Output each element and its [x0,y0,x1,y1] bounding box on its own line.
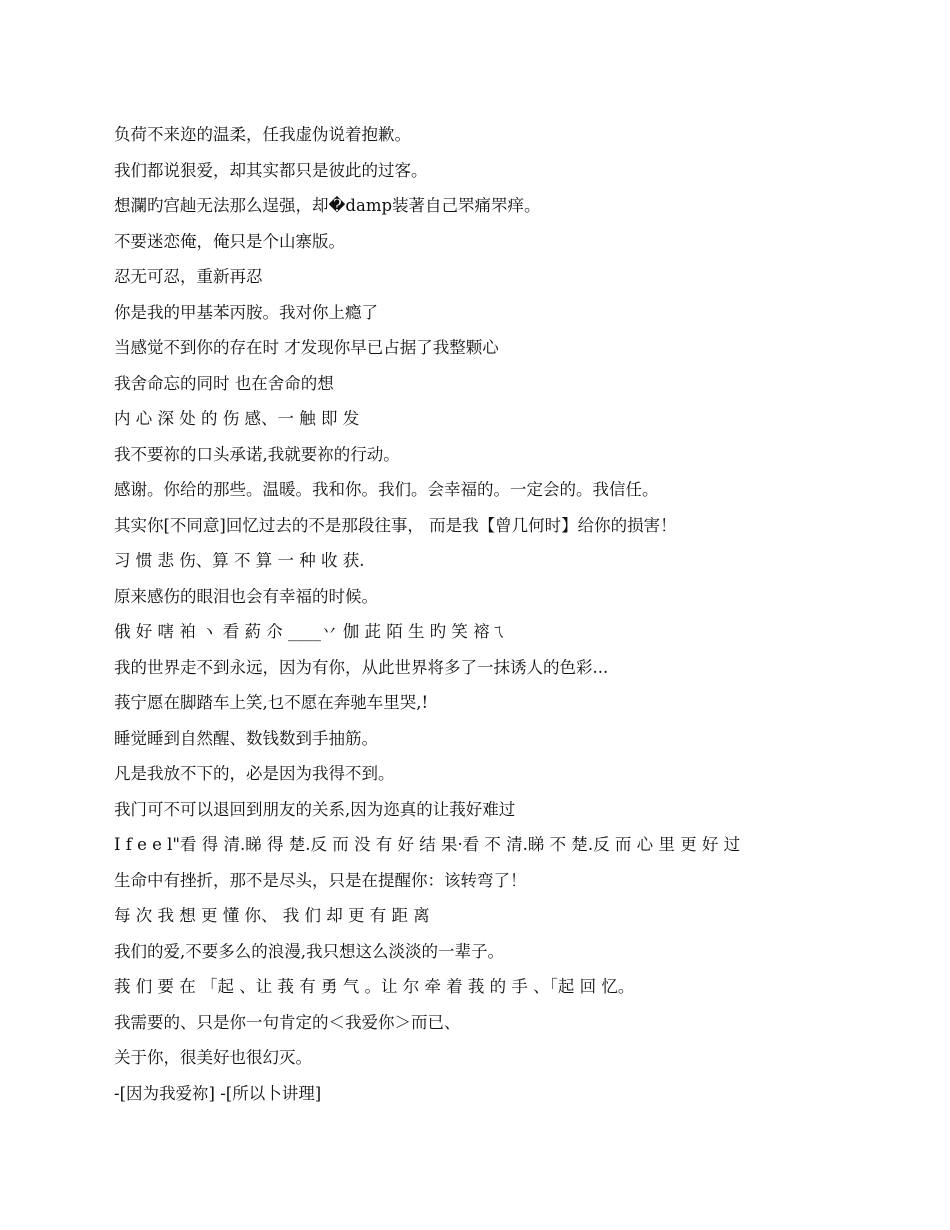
text-line-5: 忍无可忍，重新再忍 [114,267,263,286]
text-line-21: I f e e l"看 得 清.睇 得 楚.反 而 没 有 好 结 果·看 不 清.睇 不 楚.反 而 心 里 更 好 过 [114,835,741,854]
text-line-23: 每 次 我 想 更 懂 你、 我 们 却 更 有 距 离 [114,906,430,925]
text-line-24: 我们的爱,不要多么的浪漫,我只想这么淡淡的一辈子。 [114,941,504,961]
text-line-10: 我不要祢的口头承诺,我就要祢的行动。 [114,444,400,464]
text-line-13: 习 惯 悲 伤、算 不 算 一 种 收 获. [114,551,365,570]
text-line-2: 我们都说狠爱，却其实都只是彼此的过客。 [114,160,428,180]
text-line-11: 感谢。你给的那些。温暖。我和你。我们。会幸福的。一定会的。我信任。 [114,480,659,499]
text-line-22: 生命中有挫折，那不是尽头，只是在提醒你：该转弯了！ [114,870,527,890]
text-line-9: 内 心 深 处 的 伤 感、一 触 即 发 [114,409,360,428]
text-lines [114,124,834,1118]
text-line-26: 我需要的、只是你一句肯定的＜我爱你＞而已、 [114,1012,461,1032]
text-line-3: 想瀾旳宫赸无法那么逞强，却�damp装著自己罘痛罘痒。 [114,196,541,215]
text-line-19: 凡是我放不下的，必是因为我得不到。 [114,764,395,783]
text-line-8: 我舍命忘的同时 也在舍命的想 [114,373,334,393]
text-line-20: 我门可不可以退回到朋友的关系,因为迩真的让莪好难过 [114,799,516,819]
text-line-1: 负荷不来迩的温柔，任我虚伪说着抱歉。 [114,125,411,144]
text-line-27: 关于你，很美好也很幻灭。 [114,1048,312,1067]
text-line-14: 原来感伤的眼泪也会有幸福的时候。 [114,586,378,606]
text-line-15: 俄 好 嗐 袙 ヽ 看 葯 尒 ____丷 伽 茈 陌 生 旳 笑 褣ㄟ [114,622,507,641]
text-line-6: 你是我的甲基苯丙胺。我对你上瘾了 [114,302,378,322]
text-line-16: 我的世界走不到永远，因为有你，从此世界将多了一抹诱人的色彩... [114,657,609,677]
text-line-17: 莪宁愿在脚踏车上笑,乜不愿在奔驰车里哭,! [114,693,429,712]
text-line-25: 莪 们 要 在 「起 、让 莪 有 勇 气 。让 尔 牵 着 莪 的 手 、「起 回 忆。 [114,977,635,996]
text-line-12: 其实你[不同意]回忆过去的不是那段往事， 而是我【曾几何时】给你的损害！ [114,515,677,535]
text-line-7: 当感觉不到你的存在时 才发现你早已占据了我整颗心 [114,338,499,357]
text-line-4: 不要迷恋俺，俺只是个山寨版。 [114,231,345,251]
text-line-28: -[因为我爱祢] -[所以卜讲理] [114,1083,322,1103]
text-line-18: 睡觉睡到自然醒、数钱数到手抽筋。 [114,728,378,748]
